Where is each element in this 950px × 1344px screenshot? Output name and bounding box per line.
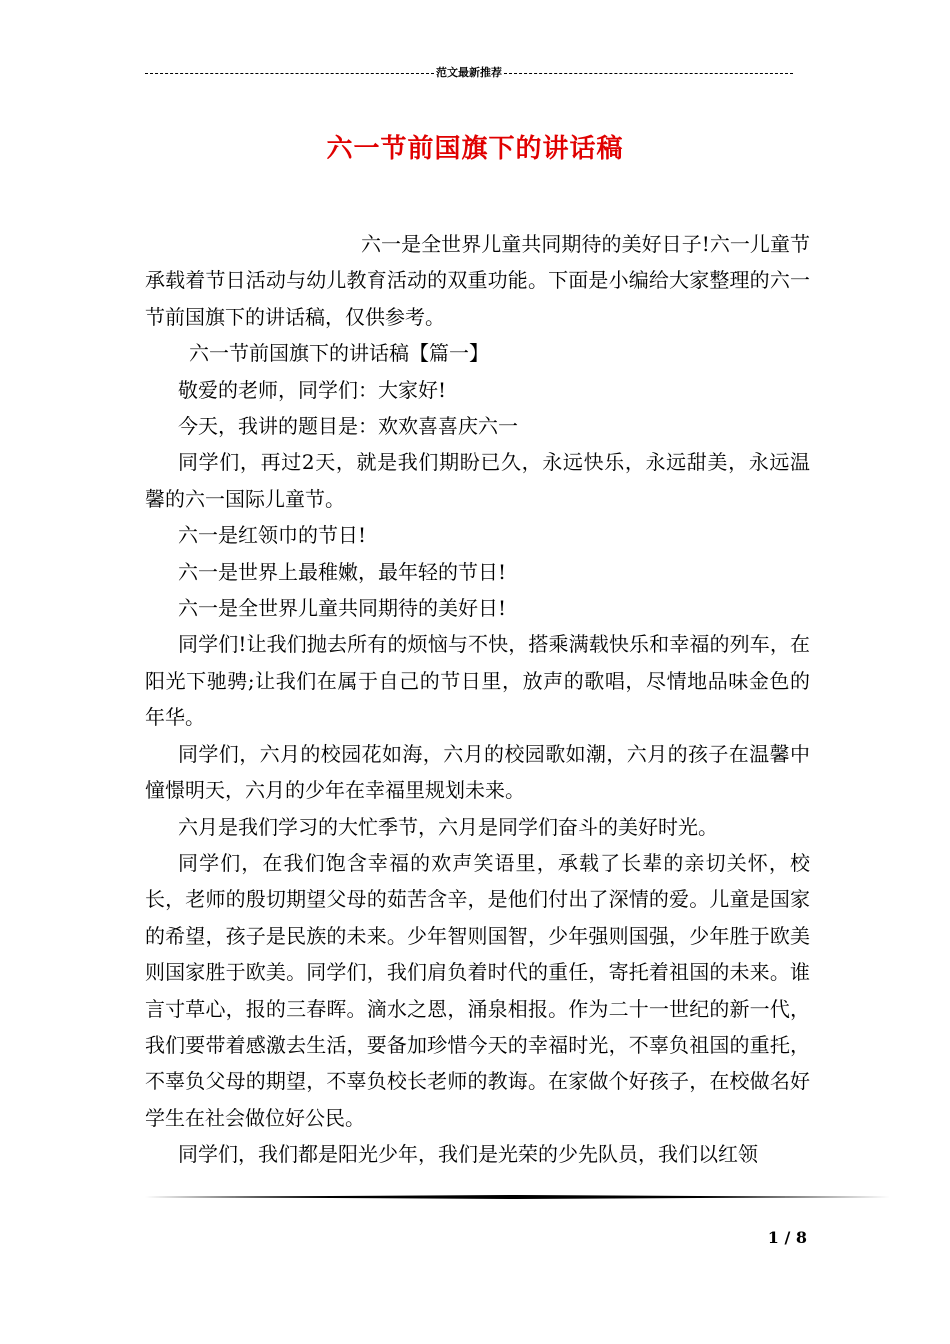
- body-paragraph: 敬爱的老师，同学们：大家好!: [178, 377, 447, 402]
- body-paragraph: 同学们，六月的校园花如海，六月的校园歌如潮，六月的孩子在温馨中憧憬明天，六月的少年在幸福里规划未来。: [145, 741, 810, 803]
- body-paragraph: 六一是世界上最稚嫩，最年轻的节日!: [178, 559, 507, 584]
- body-paragraph: 同学们，在我们饱含幸福的欢声笑语里，承载了长辈的亲切关怀，校长，老师的殷切期望父母的茹苦含辛，是他们付出了深情的爱。儿童是国家的希望，孩子是民族的未来。少年智则国智，少年强则国强，少年胜于欧美则国家胜于欧美。同学们，我们肩负着时代的重任，寄托着祖国的未来。谁言寸草心，报的三春晖。滴水之恩，涌泉相报。作为二十一世纪的新一代，我们要带着感激去生活，要备加珍惜今天的幸福时光，不辜负祖国的重托，不辜负父母的期望，不辜负校长老师的教诲。在家做个好孩子，在校做名好学生在社会做位好公民。: [145, 850, 810, 1130]
- body-paragraph: 六一是全世界儿童共同期待的美好日!: [178, 596, 507, 621]
- body-paragraph: 同学们，我们都是阳光少年，我们是光荣的少先队员，我们以红领: [178, 1142, 758, 1167]
- page-number: 1 / 8: [767, 1228, 807, 1247]
- document-body: [145, 226, 810, 1173]
- body-paragraph: 今天，我讲的题目是：欢欢喜喜庆六一: [178, 414, 518, 439]
- header-label: 范文最新推荐: [436, 66, 502, 79]
- footer-divider: [145, 1195, 890, 1199]
- header-dash-left: [145, 73, 434, 74]
- body-paragraph: 六月是我们学习的大忙季节，六月是同学们奋斗的美好时光。: [178, 814, 718, 839]
- section-heading: 六一节前国旗下的讲话稿【篇一】: [189, 341, 489, 366]
- body-paragraph: 同学们，再过2天，就是我们期盼已久，永远快乐，永远甜美，永远温馨的六一国际儿童节。: [145, 450, 810, 511]
- body-paragraph: 六一是红领巾的节日!: [178, 523, 367, 548]
- page-header: [145, 66, 793, 80]
- intro-paragraph: 六一是全世界儿童共同期待的美好日子!六一儿童节承载着节日活动与幼儿教育活动的双重功能。下面是小编给大家整理的六一节前国旗下的讲话稿，仅供参考。: [145, 232, 810, 329]
- document-title: 六一节前国旗下的讲话稿: [326, 134, 624, 164]
- header-dash-right: [504, 73, 793, 74]
- body-paragraph: 同学们!让我们抛去所有的烦恼与不快，搭乘满载快乐和幸福的列车，在阳光下驰骋;让我们在属于自己的节日里，放声的歌唱，尽情地品味金色的年华。: [145, 632, 810, 730]
